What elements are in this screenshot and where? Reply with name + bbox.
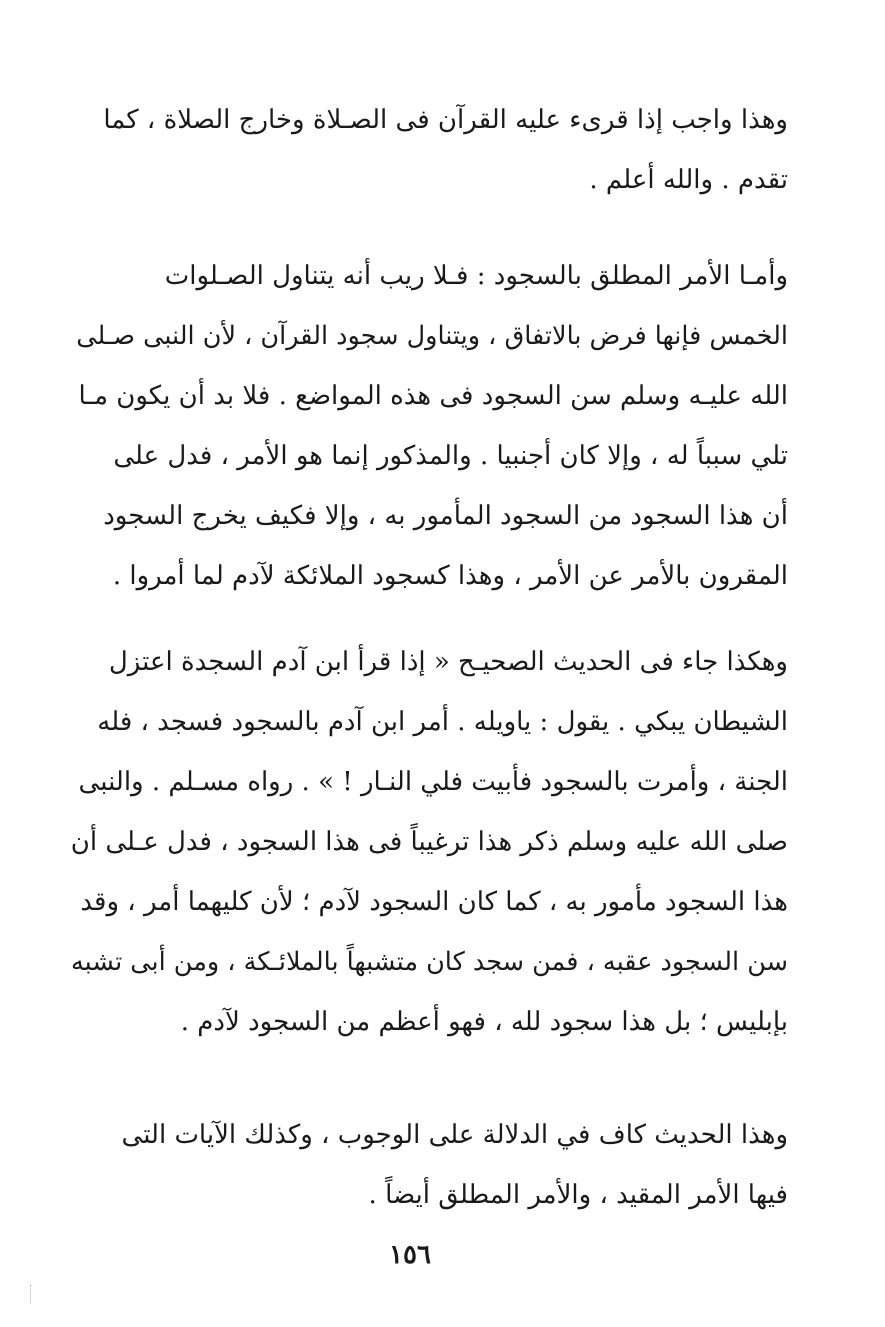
text-line: فيها الأمر المقيد ، والأمر المطلق أيضاً . [368,1180,788,1210]
paragraph-2 [68,246,788,606]
text-line: الخمس فإنها فرض بالاتفاق ، ويتناول سجود القرآن ، لأن النبى صـلى [76,321,788,351]
text-line: الشيطان يبكي . يقول : ياويله . أمر ابن آدم بالسجود فسجد ، فله [97,707,788,737]
text-line: صلى الله عليه وسلم ذكر هذا ترغيباً فى هذا السجود ، فدل عـلى أن [70,827,788,857]
text-line: هذا السجود مأمور به ، كما كان السجود لآدم ؛ لأن كليهما أمر ، وقد [80,887,788,917]
text-line: بإبليس ؛ بل هذا سجود لله ، فهو أعظم من السجود لآدم . [180,1007,788,1037]
text-line: وهكذا جاء فى الحديث الصحيـح « إذا قرأ ابن آدم السجدة اعتزل [108,647,788,677]
page-number: ١٥٦ [389,1240,431,1270]
text-line: الله عليـه وسلم سن السجود فى هذه المواضع . فلا بد أن يكون مـا [78,381,788,411]
paragraph-1 [68,90,788,210]
text-line: سن السجود عقبه ، فمن سجد كان متشبهاً بالملائـكة ، ومن أبى تشبه [70,947,788,977]
text-line: أن هذا السجود من السجود المأمور به ، وإلا فكيف يخرج السجود [103,501,788,531]
text-line: الجنة ، وأمرت بالسجود فأبيت فلي النـار ! » . رواه مسـلم . والنبى [78,767,788,797]
text-line: تلي سبباً له ، وإلا كان أجنبيا . والمذكور إنما هو الأمر ، فدل على [113,441,788,471]
text-line: وأمـا الأمر المطلق بالسجود : فـلا ريب أنه يتناول الصـلوات [164,261,788,291]
scan-artifact [30,1285,33,1303]
text-line: وهذا واجب إذا قرىء عليه القرآن فى الصـلاة وخارج الصلاة ، كما [103,105,788,135]
text-line: المقرون بالأمر عن الأمر ، وهذا كسجود الملائكة لآدم لما أمروا . [112,561,788,591]
paragraph-4 [68,1105,788,1225]
text-line: وهذا الحديث كاف في الدلالة على الوجوب ، وكذلك الآيات التى [121,1120,788,1150]
text-line: تقدم . والله أعلم . [589,165,788,195]
paragraph-3 [68,632,788,1052]
